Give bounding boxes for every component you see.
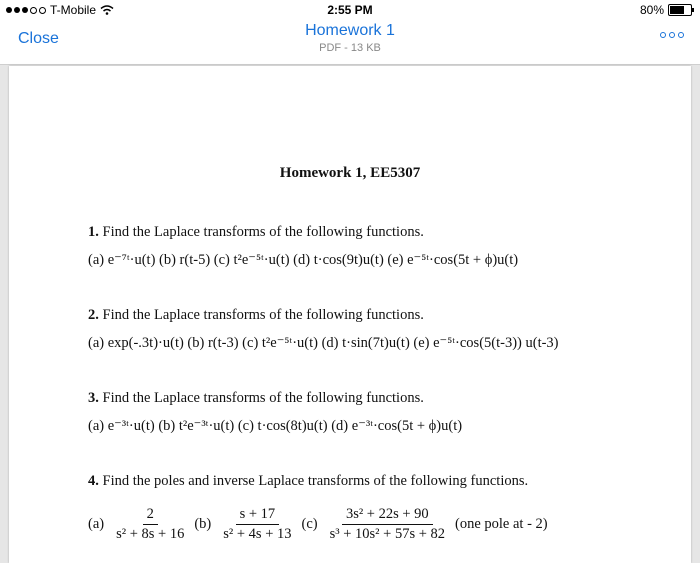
navigation-bar bbox=[0, 20, 700, 65]
more-options-icon[interactable] bbox=[660, 32, 684, 38]
numerator: 2 bbox=[143, 506, 158, 525]
fraction-label: (a) bbox=[88, 516, 105, 532]
document-subtitle: PDF - 13 KB bbox=[319, 42, 381, 54]
problem-1-items: (a) e⁻⁷ᵗ·u(t) (b) r(t-5) (c) t²e⁻⁵ᵗ·u(t) (d) t·cos(9t)u(t) (e) e⁻⁵ᵗ·cos(5t + ϕ)u(t) bbox=[88, 252, 519, 268]
pdf-page bbox=[9, 66, 691, 563]
battery-icon bbox=[668, 4, 692, 16]
fraction-label: (b) bbox=[194, 516, 212, 532]
homework-title: Homework 1, EE5307 bbox=[279, 165, 421, 181]
problem-1-prompt bbox=[88, 224, 424, 241]
problem-2-items: (a) exp(-.3t)·u(t) (b) r(t-3) (c) t²e⁻⁵ᵗ·u(t) (d) t·sin(7t)u(t) (e) e⁻⁵ᵗ·cos(5(t-3)) u(t-3) bbox=[88, 335, 559, 351]
fraction-c bbox=[326, 506, 449, 543]
document-title: Homework 1 bbox=[305, 22, 395, 39]
denominator: s² + 8s + 16 bbox=[116, 526, 185, 542]
numerator: 3s² + 22s + 90 bbox=[342, 506, 433, 525]
problem-text: Find the Laplace transforms of the following functions. bbox=[102, 224, 424, 240]
problem-4-fractions bbox=[88, 506, 548, 543]
fraction-a bbox=[112, 506, 188, 543]
status-bar bbox=[0, 0, 700, 20]
carrier-label: T-Mobile bbox=[50, 3, 97, 17]
pole-note: (one pole at - 2) bbox=[455, 516, 548, 532]
close-button[interactable]: Close bbox=[18, 30, 59, 47]
problem-text: Find the poles and inverse Laplace transforms of the following functions. bbox=[102, 473, 529, 489]
problem-number: 2. bbox=[88, 307, 99, 323]
denominator: s³ + 10s² + 57s + 82 bbox=[329, 526, 446, 542]
problem-number: 3. bbox=[88, 390, 99, 406]
problem-2-prompt bbox=[88, 307, 424, 324]
problem-number: 1. bbox=[88, 224, 99, 240]
fraction-label: (c) bbox=[301, 516, 318, 532]
problem-3-items: (a) e⁻³ᵗ·u(t) (b) t²e⁻³ᵗ·u(t) (c) t·cos(8t)u(t) (d) e⁻³ᵗ·cos(5t + ϕ)u(t) bbox=[88, 418, 463, 434]
battery-area bbox=[640, 3, 692, 17]
problem-number: 4. bbox=[88, 473, 99, 489]
document-viewer[interactable] bbox=[0, 65, 700, 563]
problem-text: Find the Laplace transforms of the following functions. bbox=[102, 307, 424, 323]
fraction-b bbox=[219, 506, 295, 543]
numerator: s + 17 bbox=[236, 506, 280, 525]
problem-4-prompt bbox=[88, 473, 528, 490]
problem-3-prompt bbox=[88, 390, 424, 407]
status-time: 2:55 PM bbox=[327, 3, 373, 17]
denominator: s² + 4s + 13 bbox=[223, 526, 292, 542]
problem-text: Find the Laplace transforms of the following functions. bbox=[102, 390, 424, 406]
battery-percent: 80% bbox=[639, 3, 664, 17]
